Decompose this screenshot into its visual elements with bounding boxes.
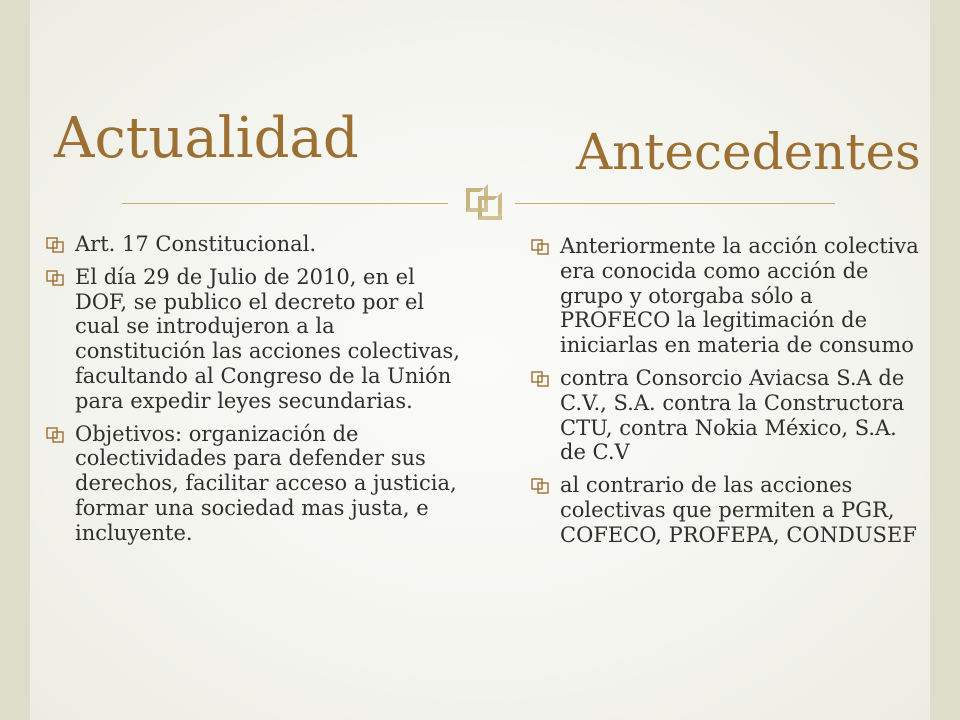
double-square-bullet-icon [46, 237, 68, 253]
list-item [46, 422, 460, 546]
double-square-bullet-icon [531, 478, 553, 494]
bullet-text: Anteriormente la acción colectiva era conocida como acción de grupo y otorgaba sólo a PROFECO la legitimación de iniciarlas en materia de consumo [560, 234, 919, 358]
divider-line-right [515, 203, 835, 204]
list-item [46, 232, 460, 257]
bullet-text: Objetivos: organización de colectividades para defender sus derechos, facilitar acceso a justicia, formar una sociedad mas justa, e incluyente. [75, 421, 457, 545]
title-actualidad: Actualidad [54, 106, 359, 171]
bullet-text: Art. 17 Constitucional. [75, 232, 317, 256]
list-item [46, 265, 460, 414]
double-square-bullet-icon [46, 270, 68, 286]
list-item [531, 366, 923, 465]
actualidad-bullet-list [46, 232, 460, 554]
divider-line-left [122, 203, 448, 204]
bullet-text: al contrario de las acciones colectivas que permiten a PGR, COFECO, PROFEPA, CONDUSEF [560, 473, 917, 547]
double-square-bullet-icon [46, 427, 68, 443]
double-square-bullet-icon [531, 371, 553, 387]
double-square-bullet-icon [531, 239, 553, 255]
bullet-text: contra Consorcio Aviacsa S.A de C.V., S.A. contra la Constructora CTU, contra Nokia México, S.A. de C.V [560, 365, 905, 465]
title-antecedentes: Antecedentes [576, 123, 921, 181]
antecedentes-bullet-list [531, 234, 923, 556]
list-item [531, 234, 923, 358]
double-square-ornament-icon [454, 178, 512, 226]
bullet-text: El día 29 de Julio de 2010, en el DOF, se publico el decreto por el cual se introdujeron a la constitución las acciones colectivas, facultando al Congreso de la Unión para expedir leyes secundarias. [75, 264, 460, 413]
list-item [531, 473, 923, 547]
